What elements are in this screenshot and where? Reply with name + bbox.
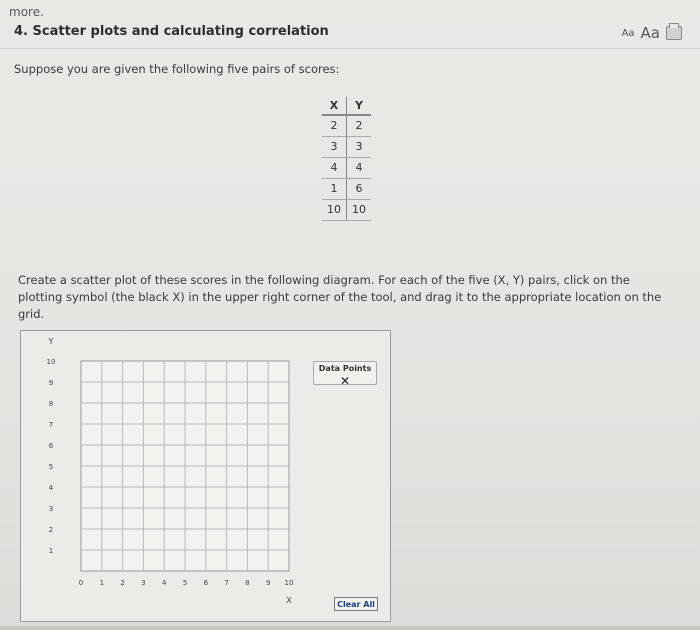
header-divider xyxy=(0,48,700,49)
question-title: 4. Scatter plots and calculating correlation xyxy=(14,24,329,39)
x-tick-label: 10 xyxy=(284,579,294,587)
table-row xyxy=(322,115,371,137)
text-size-controls xyxy=(622,24,682,42)
instructions-text: Create a scatter plot of these scores in the following diagram. For each of the five (X, Y) pairs, click on the plotting symbol (the black X) in the upper right corner of the tool, and drag it to the appropriate location on the grid. xyxy=(18,273,662,321)
y-tick-label: 10 xyxy=(46,358,56,366)
y-tick-label: 8 xyxy=(48,400,54,408)
table-row xyxy=(322,200,371,221)
x-tick-label: 4 xyxy=(161,579,167,587)
cell-y: 4 xyxy=(347,158,372,179)
x-tick-label: 8 xyxy=(245,579,250,587)
cell-y: 2 xyxy=(347,115,372,137)
y-tick-label: 6 xyxy=(48,442,54,450)
cell-x: 1 xyxy=(322,179,347,200)
data-points-palette xyxy=(313,361,377,388)
intro-text: Suppose you are given the following five pairs of scores: xyxy=(14,62,340,76)
y-tick-label: 2 xyxy=(48,526,54,534)
x-tick-label: 9 xyxy=(265,579,271,587)
scores-header-row xyxy=(322,97,371,115)
text-size-large-button[interactable]: Aa xyxy=(640,24,660,42)
more-text: more. xyxy=(9,5,44,19)
x-tick-label: 0 xyxy=(78,579,84,587)
x-tick-label: 1 xyxy=(99,579,105,587)
table-row xyxy=(322,137,371,158)
header-x: X xyxy=(322,97,347,115)
y-tick-label: 3 xyxy=(48,505,54,513)
text-size-small-button[interactable]: Aa xyxy=(621,27,635,39)
cell-y: 10 xyxy=(347,200,372,221)
table-row xyxy=(322,179,371,200)
cell-x: 4 xyxy=(322,158,347,179)
y-axis-label: Y xyxy=(48,337,54,346)
bottom-border xyxy=(0,626,700,630)
cell-y: 3 xyxy=(347,137,372,158)
y-tick-label: 7 xyxy=(48,421,54,429)
x-tick-label: 3 xyxy=(141,579,146,587)
plotting-symbol-x-icon[interactable]: ✕ xyxy=(339,374,351,388)
cell-y: 6 xyxy=(347,179,372,200)
header-y: Y xyxy=(347,97,372,115)
y-tick-label: 9 xyxy=(48,379,54,387)
scores-table xyxy=(322,97,371,221)
scatter-plot-tool xyxy=(20,330,391,622)
cell-x: 3 xyxy=(322,137,347,158)
x-axis-label: X xyxy=(286,596,292,605)
x-tick-label: 2 xyxy=(120,579,125,587)
x-tick-label: 6 xyxy=(203,579,209,587)
y-tick-label: 1 xyxy=(48,547,54,555)
y-tick-label: 4 xyxy=(48,484,54,492)
table-row xyxy=(322,158,371,179)
clear-all-button[interactable]: Clear All xyxy=(334,597,378,611)
x-tick-label: 7 xyxy=(224,579,229,587)
y-tick-label: 5 xyxy=(48,463,54,471)
cell-x: 2 xyxy=(322,115,347,137)
data-points-label: Data Points xyxy=(318,364,372,373)
print-icon[interactable] xyxy=(666,26,682,40)
cell-x: 10 xyxy=(322,200,347,221)
x-tick-label: 5 xyxy=(182,579,188,587)
